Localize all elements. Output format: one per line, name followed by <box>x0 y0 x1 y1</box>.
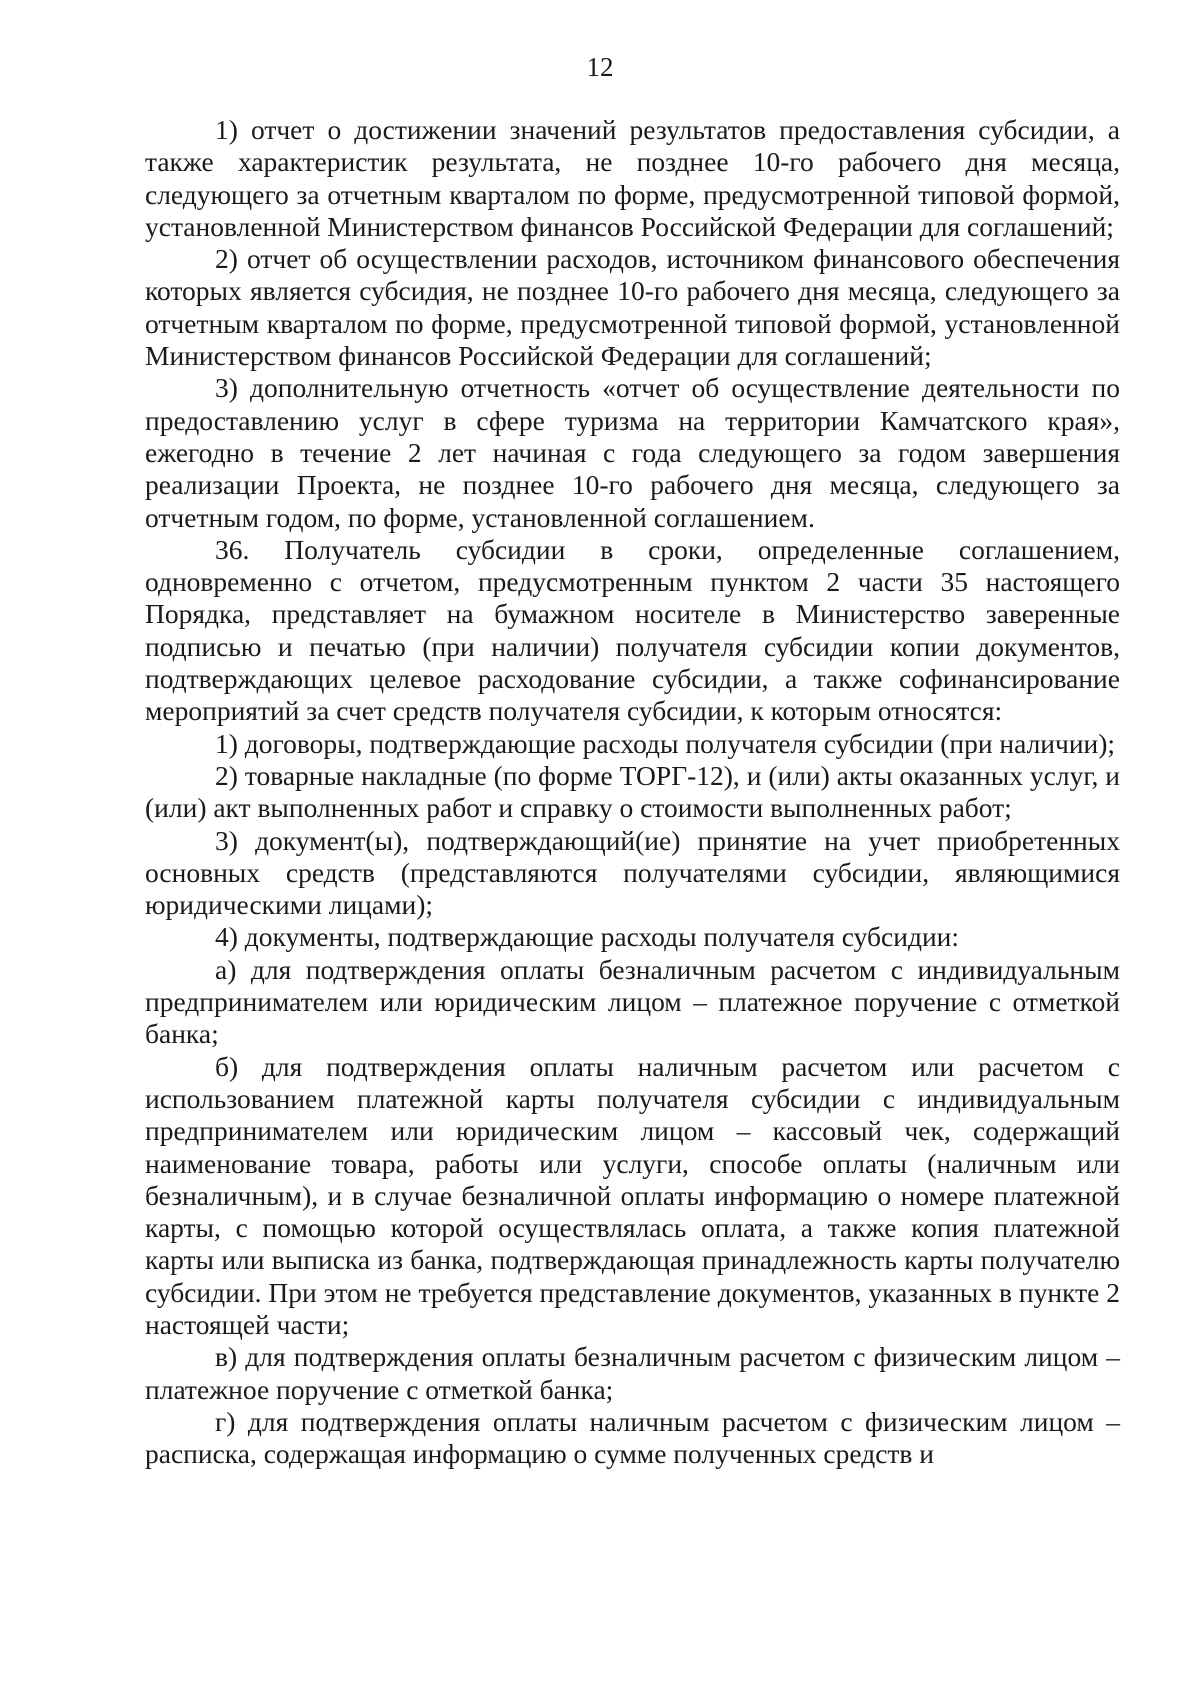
paragraph-36-item-4: 4) документы, подтверждающие расходы получателя субсидии: <box>215 921 960 953</box>
document-body <box>145 114 1120 1470</box>
paragraph-36-item-2: 2) товарные накладные (по форме ТОРГ-12), и (или) акты оказанных услуг, и (или) акт выполненных работ и справку о стоимости выполненных работ; <box>145 759 1120 824</box>
page-number: 12 <box>586 52 614 82</box>
paragraph-35-item-3: 3) дополнительную отчетность «отчет об осуществление деятельности по предоставлению услуг в сфере туризма на территории Камчатского края», ежегодно в течение 2 лет начиная с года следующего за годом завершения реализации Проекта, не позднее 10-го рабочего дня месяца, следующего за отчетным годом, по форме, установленной соглашением. <box>145 372 1120 533</box>
paragraph-36-item-4b: б) для подтверждения оплаты наличным расчетом или расчетом с использованием платежной карты получателя субсидии с индивидуальным предпринимателем или юридическим лицом – кассовый чек, содержащий наименование товара, работы или услуги, способе оплаты (наличным или безналичным), и в случае безналичной оплаты информацию о номере платежной карты, с помощью которой осуществлялась оплата, а также копия платежной карты или выписка из банка, подтверждающая принадлежность карты получателю субсидии. При этом не требуется представление документов, указанных в пункте 2 настоящей части; <box>145 1050 1120 1340</box>
paragraph-35-item-2: 2) отчет об осуществлении расходов, источником финансового обеспечения которых является субсидия, не позднее 10-го рабочего дня месяца, следующего за отчетным кварталом по форме, предусмотренной типовой формой, установленной Министерством финансов Российской Федерации для соглашений; <box>145 243 1120 372</box>
paragraph-36-item-1: 1) договоры, подтверждающие расходы получателя субсидии (при наличии); <box>215 727 1116 759</box>
paragraph-36: 36. Получатель субсидии в сроки, определенные соглашением, одновременно с отчетом, предусмотренным пунктом 2 части 35 настоящего Порядка, представляет на бумажном носителе в Министерство заверенные подписью и печатью (при наличии) получателя субсидии копии документов, подтверждающих целевое расходование субсидии, а также софинансирование мероприятий за счет средств получателя субсидии, к которым относятся: <box>145 533 1120 727</box>
paragraph-35-item-1: 1) отчет о достижении значений результатов предоставления субсидии, а также характеристик результата, не позднее 10-го рабочего дня месяца, следующего за отчетным кварталом по форме, предусмотренной типовой формой, установленной Министерством финансов Российской Федерации для соглашений; <box>145 114 1120 242</box>
paragraph-36-item-3: 3) документ(ы), подтверждающий(ие) принятие на учет приобретенных основных средств (представляются получателями субсидии, являющимися юридическими лицами); <box>145 824 1120 921</box>
paragraph-36-item-4v: в) для подтверждения оплаты безналичным расчетом с физическим лицом – платежное поручение с отметкой банка; <box>145 1341 1120 1405</box>
paragraph-36-item-4g: г) для подтверждения оплаты наличным расчетом с физическим лицом – расписка, содержащая информацию о сумме полученных средств и <box>145 1405 1120 1470</box>
paragraph-36-item-4a: а) для подтверждения оплаты безналичным расчетом с индивидуальным предпринимателем или юридическим лицом – платежное поручение с отметкой банка; <box>145 953 1120 1050</box>
